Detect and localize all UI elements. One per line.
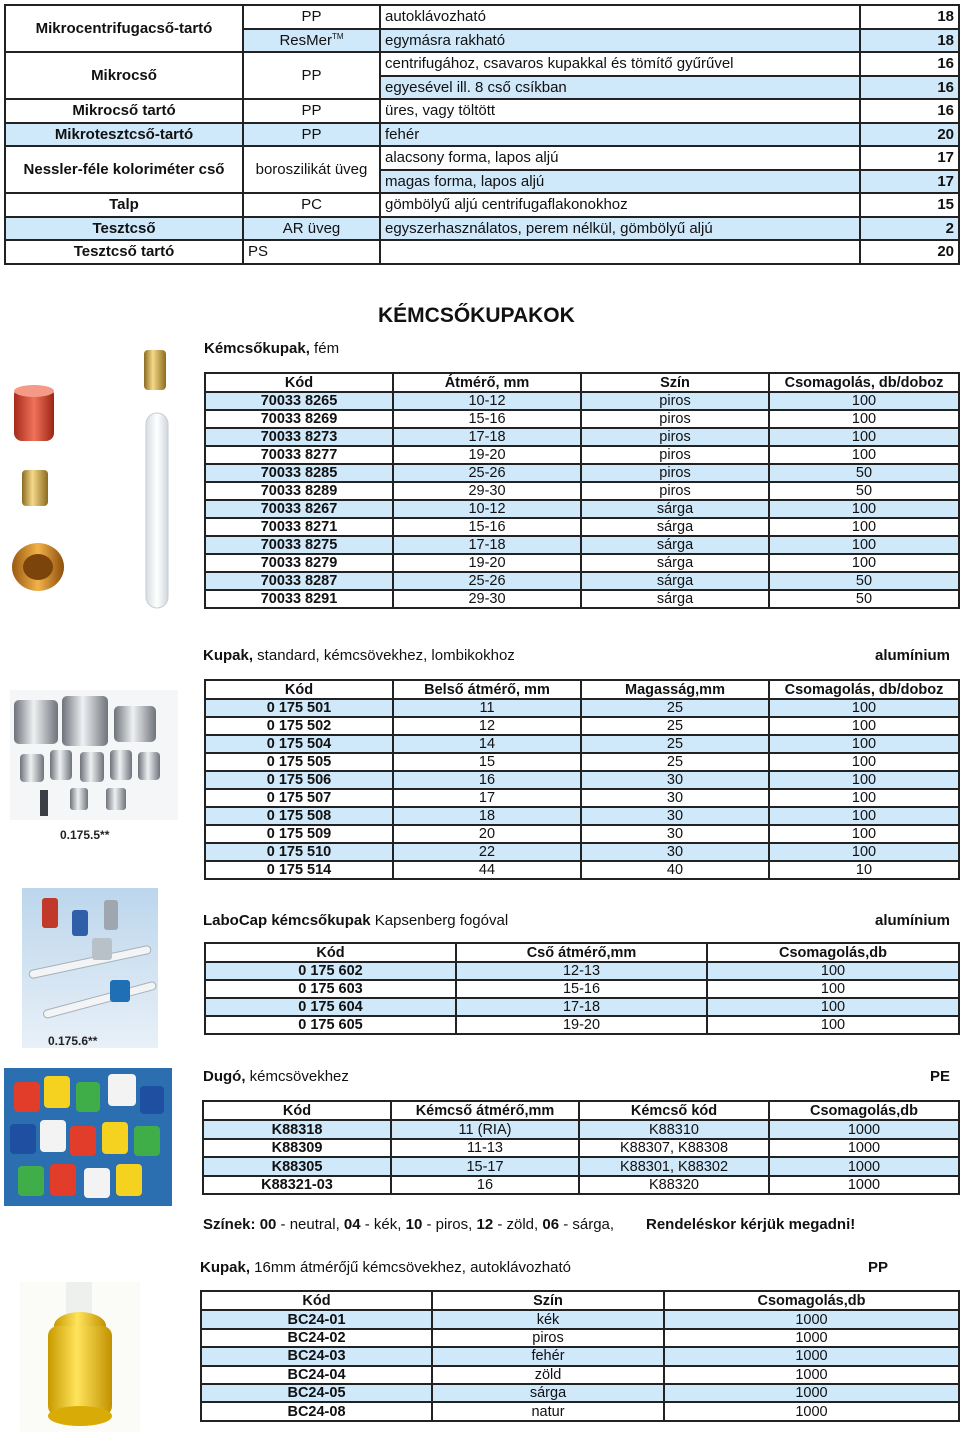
product-code: 0 175 507 — [205, 789, 393, 807]
table-cell: 29-30 — [393, 590, 581, 608]
table-cell: 100 — [769, 807, 959, 825]
dugo-table — [202, 1100, 960, 1195]
top-page: 18 — [860, 5, 959, 29]
table-row — [205, 428, 959, 446]
table-cell: 17-18 — [456, 998, 707, 1016]
product-code: BC24-04 — [201, 1366, 432, 1384]
table-cell: sárga — [581, 554, 769, 572]
table-row — [205, 536, 959, 554]
top-material: boroszilikát üveg — [243, 146, 380, 193]
table-cell: piros — [581, 464, 769, 482]
top-desc: gömbölyű aljú centrifugaflakonokhoz — [380, 193, 860, 217]
table-row — [205, 1016, 959, 1034]
top-desc: üres, vagy töltött — [380, 99, 860, 123]
product-code: 70033 8273 — [205, 428, 393, 446]
table-cell: 100 — [769, 536, 959, 554]
table-row — [205, 962, 959, 980]
table-cell: 40 — [581, 861, 769, 879]
table-cell: 100 — [707, 980, 959, 998]
table-row — [203, 1157, 959, 1176]
top-name: Nessler-féle koloriméter cső — [5, 146, 243, 193]
table-row — [205, 590, 959, 608]
top-name: Mikrocentrifugacső-tartó — [5, 5, 243, 52]
table-cell: 10-12 — [393, 500, 581, 518]
table-row — [201, 1366, 959, 1384]
table-cell: 100 — [769, 554, 959, 572]
table-row — [205, 464, 959, 482]
table-cell: 15-16 — [456, 980, 707, 998]
caption-labocap: 0.175.6** — [48, 1034, 98, 1048]
labocap-image — [22, 888, 158, 1048]
col-header: Csomagolás, db/doboz — [769, 680, 959, 699]
col-header: Csomagolás,db — [769, 1101, 959, 1120]
product-code: 0 175 502 — [205, 717, 393, 735]
table-cell: sárga — [581, 572, 769, 590]
top-desc: egyesével ill. 8 cső csíkban — [380, 76, 860, 100]
table-row — [201, 1329, 959, 1347]
table-row — [203, 1120, 959, 1139]
table-cell: 1000 — [664, 1310, 959, 1328]
table-cell: K88307, K88308 — [579, 1139, 769, 1158]
top-page: 20 — [860, 123, 959, 147]
table-cell: 29-30 — [393, 482, 581, 500]
table-row — [205, 446, 959, 464]
table-cell: natur — [432, 1402, 664, 1420]
table-row — [205, 518, 959, 536]
yellow-cap-image — [20, 1282, 140, 1432]
top-desc: centrifugához, csavaros kupakkal és tömítő gyűrűvel — [380, 52, 860, 76]
table-cell: sárga — [581, 536, 769, 554]
table-cell: 100 — [769, 518, 959, 536]
table-row — [205, 735, 959, 753]
table-cell: 100 — [707, 962, 959, 980]
product-code: 70033 8289 — [205, 482, 393, 500]
table-cell: 50 — [769, 572, 959, 590]
top-page: 18 — [860, 29, 959, 53]
table-cell: sárga — [581, 518, 769, 536]
product-code: 70033 8285 — [205, 464, 393, 482]
top-name: Mikrocső tartó — [5, 99, 243, 123]
table-cell: 10 — [769, 861, 959, 879]
product-code: 70033 8287 — [205, 572, 393, 590]
top-material: PP — [243, 123, 380, 147]
top-page: 15 — [860, 193, 959, 217]
product-code: 0 175 603 — [205, 980, 456, 998]
table-cell: 14 — [393, 735, 581, 753]
table-row — [205, 500, 959, 518]
table-cell: 15-17 — [391, 1157, 579, 1176]
top-material: PC — [243, 193, 380, 217]
col-header: Szín — [432, 1291, 664, 1310]
product-code: 0 175 509 — [205, 825, 393, 843]
section-title-bc: Kupak, 16mm átmérőjű kémcsövekhez, autoklávozható — [200, 1259, 571, 1276]
table-row — [203, 1176, 959, 1195]
top-desc: egymásra rakható — [380, 29, 860, 53]
table-cell: 18 — [393, 807, 581, 825]
table-row — [201, 1402, 959, 1420]
section-title-dugo: Dugó, kémcsövekhez — [203, 1068, 349, 1085]
order-note: Rendeléskor kérjük megadni! — [646, 1216, 856, 1233]
table-cell: 1000 — [769, 1139, 959, 1158]
table-cell: 30 — [581, 807, 769, 825]
table-row — [205, 753, 959, 771]
table-cell: 100 — [769, 735, 959, 753]
metal-caps-image — [8, 345, 188, 615]
material-bc: PP — [868, 1259, 889, 1276]
table-cell: piros — [581, 410, 769, 428]
table-cell: 1000 — [769, 1157, 959, 1176]
table-cell: 15-16 — [393, 410, 581, 428]
product-code: 70033 8265 — [205, 392, 393, 410]
table-row — [201, 1384, 959, 1402]
product-code: 70033 8277 — [205, 446, 393, 464]
table-row — [205, 482, 959, 500]
table-cell: 100 — [769, 699, 959, 717]
table-cell: 20 — [393, 825, 581, 843]
col-header: Csomagolás, db/doboz — [769, 373, 959, 392]
table-row — [205, 717, 959, 735]
product-code: 0 175 605 — [205, 1016, 456, 1034]
table-cell: 11 (RIA) — [391, 1120, 579, 1139]
table-cell: zöld — [432, 1366, 664, 1384]
table-cell: 1000 — [769, 1176, 959, 1195]
top-name: Mikrotesztcső-tartó — [5, 123, 243, 147]
table-row — [205, 410, 959, 428]
top-page: 2 — [860, 217, 959, 241]
table-cell: 100 — [769, 843, 959, 861]
col-header: Kémcső átmérő,mm — [391, 1101, 579, 1120]
table-cell: 11 — [393, 699, 581, 717]
table-cell: 30 — [581, 789, 769, 807]
table-cell: 100 — [769, 410, 959, 428]
table-cell: piros — [432, 1329, 664, 1347]
top-name: Mikrocső — [5, 52, 243, 99]
product-code: 0 175 501 — [205, 699, 393, 717]
col-header: Magasság,mm — [581, 680, 769, 699]
table-row — [203, 1139, 959, 1158]
table-cell: 12 — [393, 717, 581, 735]
top-page: 17 — [860, 146, 959, 170]
table-row — [205, 825, 959, 843]
table-cell: 50 — [769, 590, 959, 608]
table-row — [201, 1347, 959, 1365]
table-cell: 100 — [769, 717, 959, 735]
product-code: BC24-03 — [201, 1347, 432, 1365]
table-cell: 100 — [769, 392, 959, 410]
top-material: PS — [243, 240, 380, 264]
product-code: 0 175 506 — [205, 771, 393, 789]
col-header: Szín — [581, 373, 769, 392]
table-cell: 30 — [581, 825, 769, 843]
table-row — [205, 572, 959, 590]
section-heading: KÉMCSŐKUPAKOK — [378, 304, 575, 327]
col-header: Kémcső kód — [579, 1101, 769, 1120]
table-cell: 25 — [581, 699, 769, 717]
col-header: Cső átmérő,mm — [456, 943, 707, 962]
table-cell: 100 — [707, 1016, 959, 1034]
col-header: Csomagolás,db — [664, 1291, 959, 1310]
table-cell: 19-20 — [393, 554, 581, 572]
product-code: 70033 8267 — [205, 500, 393, 518]
table-cell: K88301, K88302 — [579, 1157, 769, 1176]
table-cell: sárga — [581, 590, 769, 608]
top-desc: alacsony forma, lapos aljú — [380, 146, 860, 170]
product-code: 70033 8275 — [205, 536, 393, 554]
product-code: 0 175 510 — [205, 843, 393, 861]
top-desc: magas forma, lapos aljú — [380, 170, 860, 194]
top-page: 16 — [860, 52, 959, 76]
colors-note: Színek: 00 - neutral, 04 - kék, 10 - piros, 12 - zöld, 06 - sárga, — [203, 1216, 615, 1233]
material-labocap: alumínium — [874, 912, 950, 929]
table-cell: 30 — [581, 771, 769, 789]
table-row — [205, 998, 959, 1016]
top-desc — [380, 240, 860, 264]
table-row — [205, 843, 959, 861]
table-cell: 17 — [393, 789, 581, 807]
table-cell: 1000 — [664, 1347, 959, 1365]
top-page: 16 — [860, 76, 959, 100]
table-row — [205, 392, 959, 410]
product-code: 70033 8269 — [205, 410, 393, 428]
table-cell: 16 — [391, 1176, 579, 1195]
table-cell: K88320 — [579, 1176, 769, 1195]
table-cell: sárga — [432, 1384, 664, 1402]
table-row — [205, 980, 959, 998]
col-header: Kód — [205, 373, 393, 392]
top-desc: fehér — [380, 123, 860, 147]
top-page: 20 — [860, 240, 959, 264]
table-cell: 12-13 — [456, 962, 707, 980]
table-row — [205, 807, 959, 825]
table-cell: 17-18 — [393, 428, 581, 446]
table-cell: 100 — [769, 446, 959, 464]
table-cell: 17-18 — [393, 536, 581, 554]
product-code: BC24-02 — [201, 1329, 432, 1347]
table-cell: piros — [581, 428, 769, 446]
caption-standard: 0.175.5** — [60, 828, 110, 842]
col-header: Csomagolás,db — [707, 943, 959, 962]
table-cell: 100 — [769, 428, 959, 446]
product-code: BC24-08 — [201, 1402, 432, 1420]
table-cell: 16 — [393, 771, 581, 789]
table-cell: 25 — [581, 735, 769, 753]
table-cell: 25 — [581, 717, 769, 735]
table-cell: 22 — [393, 843, 581, 861]
table-row — [205, 771, 959, 789]
top-material: PP — [243, 5, 380, 29]
product-code: K88305 — [203, 1157, 391, 1176]
product-code: K88309 — [203, 1139, 391, 1158]
product-code: 70033 8291 — [205, 590, 393, 608]
table-cell: sárga — [581, 500, 769, 518]
product-code: 0 175 604 — [205, 998, 456, 1016]
table-cell: 100 — [707, 998, 959, 1016]
table-cell: 100 — [769, 771, 959, 789]
table-cell: 15-16 — [393, 518, 581, 536]
material-standard: alumínium — [874, 647, 950, 664]
product-code: 0 175 514 — [205, 861, 393, 879]
product-code: BC24-05 — [201, 1384, 432, 1402]
table-cell: 1000 — [664, 1402, 959, 1420]
section-title-fem: Kémcsőkupak, fém — [204, 340, 340, 357]
material-dugo: PE — [929, 1068, 950, 1085]
table-cell: piros — [581, 392, 769, 410]
product-code: 0 175 505 — [205, 753, 393, 771]
labocap-table — [204, 942, 960, 1035]
table-cell: piros — [581, 446, 769, 464]
col-header: Belső átmérő, mm — [393, 680, 581, 699]
table-cell: 25 — [581, 753, 769, 771]
table-cell: 44 — [393, 861, 581, 879]
table-cell: 19-20 — [393, 446, 581, 464]
table-cell: 100 — [769, 825, 959, 843]
top-material: PP — [243, 99, 380, 123]
col-header: Kód — [203, 1101, 391, 1120]
top-name: Talp — [5, 193, 243, 217]
table-cell: 100 — [769, 500, 959, 518]
stoppers-image — [4, 1068, 172, 1206]
product-code: 0 175 504 — [205, 735, 393, 753]
table-cell: 10-12 — [393, 392, 581, 410]
col-header: Átmérő, mm — [393, 373, 581, 392]
top-desc: autoklávozható — [380, 5, 860, 29]
section-title-standard: Kupak, standard, kémcsövekhez, lombikokhoz — [203, 647, 515, 664]
table-cell: 25-26 — [393, 464, 581, 482]
top-name: Tesztcső — [5, 217, 243, 241]
top-material: AR üveg — [243, 217, 380, 241]
col-header: Kód — [205, 943, 456, 962]
table-cell: 100 — [769, 753, 959, 771]
table-cell: 50 — [769, 464, 959, 482]
table-cell: fehér — [432, 1347, 664, 1365]
product-code: 0 175 508 — [205, 807, 393, 825]
col-header: Kód — [205, 680, 393, 699]
table-row — [205, 554, 959, 572]
table-cell: 19-20 — [456, 1016, 707, 1034]
col-header: Kód — [201, 1291, 432, 1310]
table-cell: piros — [581, 482, 769, 500]
table-cell: 15 — [393, 753, 581, 771]
product-code: BC24-01 — [201, 1310, 432, 1328]
table-cell: 1000 — [664, 1329, 959, 1347]
bc-table — [200, 1290, 960, 1422]
top-material: PP — [243, 52, 380, 99]
standard-table — [204, 679, 960, 880]
table-cell: 25-26 — [393, 572, 581, 590]
table-cell: 50 — [769, 482, 959, 500]
aluminium-caps-image — [10, 690, 178, 820]
product-code: K88321-03 — [203, 1176, 391, 1195]
product-code: 0 175 602 — [205, 962, 456, 980]
table-row — [205, 789, 959, 807]
top-desc: egyszerhasználatos, perem nélkül, gömbölyű aljú — [380, 217, 860, 241]
table-cell: 30 — [581, 843, 769, 861]
table-row — [201, 1310, 959, 1328]
table-cell: 100 — [769, 789, 959, 807]
table-cell: 11-13 — [391, 1139, 579, 1158]
top-page: 16 — [860, 99, 959, 123]
top-name: Tesztcső tartó — [5, 240, 243, 264]
product-code: 70033 8279 — [205, 554, 393, 572]
table-row — [205, 861, 959, 879]
table-row — [205, 699, 959, 717]
product-code: K88318 — [203, 1120, 391, 1139]
top-product-table — [4, 4, 960, 265]
top-material: ResMer™ — [243, 29, 380, 53]
table-cell: kék — [432, 1310, 664, 1328]
product-code: 70033 8271 — [205, 518, 393, 536]
table-cell: 1000 — [769, 1120, 959, 1139]
fem-table — [204, 372, 960, 609]
table-cell: 1000 — [664, 1384, 959, 1402]
table-cell: K88310 — [579, 1120, 769, 1139]
table-cell: 1000 — [664, 1366, 959, 1384]
top-page: 17 — [860, 170, 959, 194]
section-title-labocap: LaboCap kémcsőkupak Kapsenberg fogóval — [203, 912, 509, 929]
